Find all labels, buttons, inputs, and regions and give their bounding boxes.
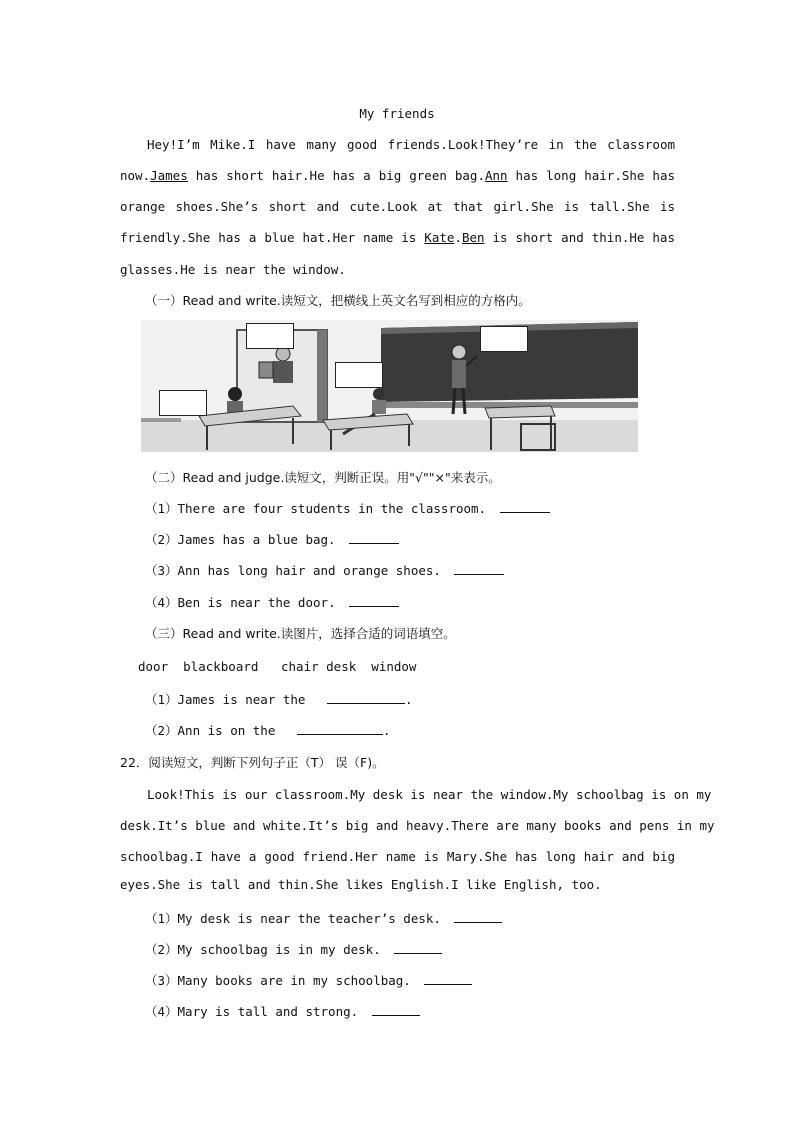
q22-line-1: Look!This is our classroom.My desk is near the window.My schoolbag is on my: [147, 787, 712, 802]
part1-heading: （一）Read and write.读短文，把横线上英文名写到相应的方格内。: [145, 293, 531, 308]
passage1-text: now.: [120, 168, 151, 183]
passage1-text: glasses.He is near the window.: [120, 262, 346, 277]
answer-box-2[interactable]: [480, 326, 528, 352]
answer-blank[interactable]: [372, 1003, 420, 1016]
answer-blank[interactable]: [500, 500, 550, 513]
part2-item-2: [145, 530, 705, 548]
q22-item-3: [145, 971, 705, 989]
answer-blank[interactable]: [297, 722, 383, 735]
q22-line-2: desk.It’s blue and white.It’s big and heavy.There are many books and pens in my: [120, 818, 715, 833]
passage1-text: friendly.She has a blue hat.Her name is: [120, 230, 425, 245]
q22-item-4: [145, 1002, 705, 1020]
question-text: （2）Ann is on the: [145, 723, 276, 738]
answer-blank[interactable]: [349, 594, 399, 607]
answer-blank[interactable]: [394, 941, 442, 954]
classroom-illustration: [141, 320, 638, 452]
name-ann: Ann: [484, 168, 508, 183]
passage1-line-5: [120, 262, 675, 277]
question-text: （1）There are four students in the classroom.: [145, 501, 487, 516]
question-text: （4）Mary is tall and strong.: [145, 1004, 359, 1019]
passage1-text: has short hair.He has a big green bag.: [187, 168, 485, 183]
passage1-line-3: [120, 199, 675, 214]
q22-item-2: [145, 940, 705, 958]
q22-heading: 22．阅读短文，判断下列句子正（T） 误（F)。: [120, 755, 385, 770]
passage1-text: .: [454, 230, 462, 245]
question-text: （1）My desk is near the teacher’s desk.: [145, 911, 441, 926]
question-text: （2）My schoolbag is in my desk.: [145, 942, 381, 957]
answer-blank[interactable]: [424, 972, 472, 985]
answer-box-1[interactable]: [246, 323, 294, 349]
part3-heading: （三）Read and write.读图片，选择合适的词语填空。: [145, 626, 456, 641]
part2-item-3: [145, 561, 705, 579]
q22-item-1: [145, 909, 705, 927]
word-bank: door blackboard chair desk window: [138, 659, 417, 674]
question-text: （1）James is near the: [145, 692, 306, 707]
name-james: James: [150, 168, 188, 183]
answer-blank[interactable]: [454, 562, 504, 575]
passage1-line-4: [120, 230, 675, 245]
passage1-line-2: [120, 168, 675, 183]
answer-box-4[interactable]: [159, 390, 207, 416]
q22-line-4: eyes.She is tall and thin.She likes English.I like English, too.: [120, 877, 602, 892]
answer-blank[interactable]: [327, 691, 405, 704]
part2-heading: （二）Read and judge.读短文，判断正误。用"√""×"来表示。: [145, 470, 501, 485]
name-kate: Kate: [424, 230, 455, 245]
question-text: （3）Many books are in my schoolbag.: [145, 973, 411, 988]
answer-blank[interactable]: [454, 910, 502, 923]
question-text: （4）Ben is near the door.: [145, 595, 336, 610]
passage1-text: Hey!I’m Mike.I have many good friends.Look!They’re in the classroom: [147, 137, 675, 152]
part3-item-1: （1）James is near the .: [145, 692, 413, 707]
part3-item-2: （2）Ann is on the .: [145, 723, 391, 738]
answer-blank[interactable]: [349, 531, 399, 544]
name-ben: Ben: [461, 230, 485, 245]
classroom-scene: [141, 320, 638, 452]
passage1-text: orange shoes.She’s short and cute.Look at that girl.She is tall.She is: [120, 199, 675, 214]
passage-title: My friends: [359, 106, 435, 121]
q22-line-3: schoolbag.I have a good friend.Her name is Mary.She has long hair and big: [120, 849, 675, 864]
passage1-text: is short and thin.He has: [484, 230, 675, 245]
part2-item-1: [145, 499, 705, 517]
passage1-line-1: [147, 137, 675, 152]
answer-box-3[interactable]: [335, 362, 383, 388]
question-text: （3）Ann has long hair and orange shoes.: [145, 563, 441, 578]
question-text: （2）James has a blue bag.: [145, 532, 336, 547]
part2-item-4: [145, 593, 705, 611]
passage1-text: has long hair.She has: [507, 168, 675, 183]
